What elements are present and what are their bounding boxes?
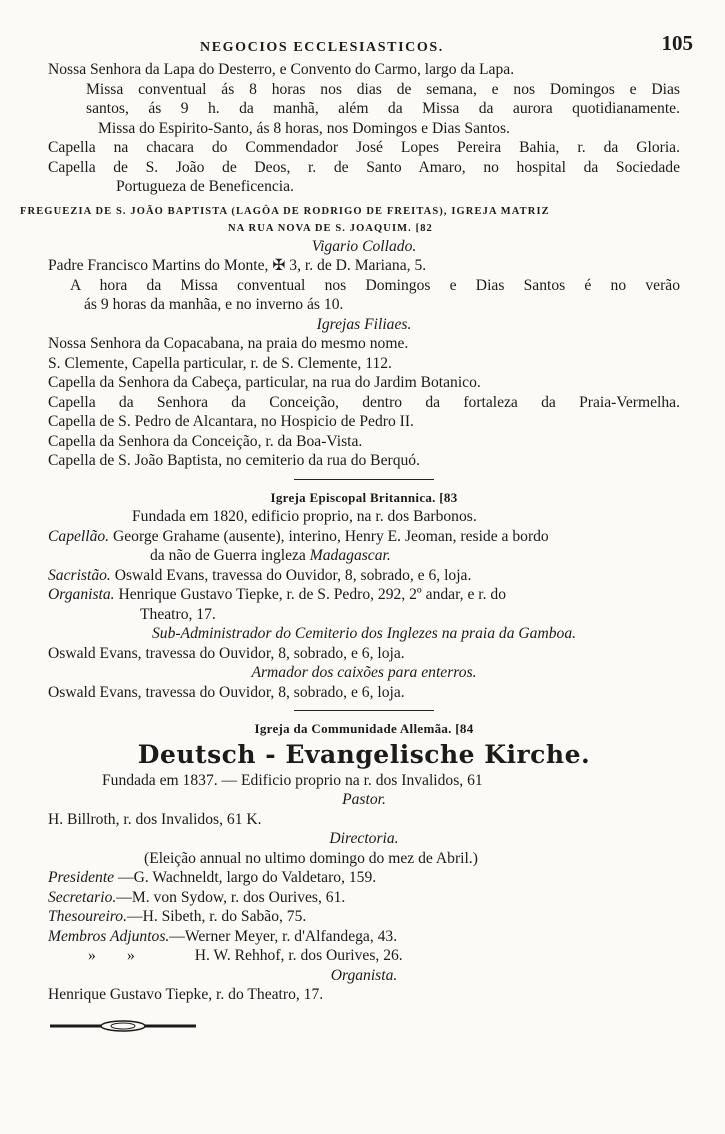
list-item: Capella de S. João Baptista, no cemiterio da rua do Berquó.	[48, 452, 420, 469]
vigario-label: Vigario Collado.	[311, 237, 417, 255]
thesoureiro-text: —H. Sibeth, r. do Sabão, 75.	[126, 908, 307, 925]
list-item: Capella de S. Pedro de Alcantara, no Hospicio de Pedro II.	[48, 413, 414, 430]
organista-text: Henrique Gustavo Tiepke, r. de S. Pedro, 292, 2º andar, e r. do	[118, 586, 506, 603]
capella-chacara-line: Capella na chacara do Commendador José Lopes Pereira Bahia, r. da Gloria.	[48, 139, 680, 156]
filiaes-list	[48, 334, 680, 471]
capellao-label: Capellão.	[48, 527, 110, 545]
missa-conventual-line: Missa conventual ás 8 horas nos dias de semana, e nos Domingos e Dias	[86, 80, 680, 98]
list-item: Capella da Senhora da Conceição, dentro da fortaleza da Praia-Vermelha.	[48, 393, 680, 411]
list-item: Capella da Senhora da Conceição, r. da Boa-Vista.	[48, 432, 363, 450]
freguezia-heading-1: FREGUEZIA DE S. JOÃO BAPTISTA (LAGÔA DE RODRIGO DE FREITAS), IGREJA MATRIZ	[20, 205, 550, 217]
armador-label: Armador dos caixões para enterros.	[251, 664, 477, 681]
secretario-label: Secretario.	[48, 888, 117, 906]
missa-hora-line-2: ás 9 horas da manhãa, e no inverno ás 10.	[84, 296, 344, 313]
pastor-label: Pastor.	[342, 791, 386, 808]
presidente-label: Presidente	[48, 869, 115, 886]
section-divider	[294, 479, 434, 480]
membros-text-1: —Werner Meyer, r. d'Alfandega, 43.	[169, 927, 398, 945]
missa-santos-line: santos, ás 9 h. da manhã, além da Missa da aurora quotidianamente.	[86, 100, 680, 117]
sacristao-text: Oswald Evans, travessa do Ouvidor, 8, sobrado, e 6, loja.	[114, 566, 472, 584]
section-divider	[294, 710, 434, 711]
page-content	[20, 60, 680, 1038]
britannica-title: Igreja Episcopal Britannica. [83	[270, 489, 458, 505]
missa-espirito-santo-line: Missa do Espirito-Santo, ás 8 horas, nos Domingos e Dias Santos.	[98, 119, 510, 137]
list-item: Nossa Senhora da Copacabana, na praia do mesmo nome.	[48, 335, 409, 352]
ditto-marks: » »	[88, 947, 135, 964]
page-number: 105	[661, 31, 693, 55]
capellao-text: George Grahame (ausente), interino, Henry E. Jeoman, reside a bordo	[112, 527, 549, 545]
britannica-fundada: Fundada em 1820, edificio proprio, na r. dos Barbonos.	[132, 508, 477, 525]
missa-hora-line-1: A hora da Missa conventual nos Domingos e Dias Santos é no verão	[70, 276, 680, 294]
igrejas-filiaes-label: Igrejas Filiaes.	[316, 315, 412, 333]
organista-label: Organista.	[48, 586, 115, 603]
pastor-text: H. Billroth, r. dos Invalidos, 61 K.	[48, 810, 262, 828]
lapa-line: Nossa Senhora da Lapa do Desterro, e Convento do Carmo, largo da Lapa.	[48, 61, 515, 78]
presidente-text: —G. Wachneldt, largo do Valdetaro, 159.	[118, 869, 377, 886]
portugueza-line: Portugueza de Beneficencia.	[116, 178, 294, 195]
subadm-label: Sub-Administrador do Cemiterio dos Inglezes na praia da Gamboa.	[151, 625, 577, 642]
membros-label: Membros Adjuntos.	[48, 927, 170, 945]
directoria-label: Directoria.	[329, 830, 399, 847]
german-title: Deutsch - Evangelische Kirche.	[137, 739, 591, 769]
freguezia-heading-2: NA RUA NOVA DE S. JOAQUIM. [82	[228, 222, 433, 234]
allema-organista-label: Organista.	[330, 966, 398, 984]
vigario-line: Padre Francisco Martins do Monte, ✠ 3, r. de D. Mariana, 5.	[48, 257, 427, 274]
list-item: S. Clemente, Capella particular, r. de S. Clemente, 112.	[48, 354, 392, 372]
page-header	[0, 31, 725, 60]
allema-title: Igreja da Communidade Allemãa. [84	[254, 721, 474, 736]
sacristao-label: Sacristão.	[48, 566, 111, 584]
capellao-text-2: da não de Guerra ingleza	[150, 547, 306, 564]
running-title: NEGOCIOS ECCLESIASTICOS.	[200, 40, 444, 55]
list-item: Capella da Senhora da Cabeça, particular, na rua do Jardim Botanico.	[48, 374, 481, 391]
thesoureiro-label: Thesoureiro.	[48, 908, 127, 925]
ornament-divider	[48, 1019, 198, 1033]
allema-fundada: Fundada em 1837. — Edificio proprio na r. dos Invalidos, 61	[102, 771, 483, 789]
ship-name: Madagascar.	[309, 547, 391, 564]
secretario-text: —M. von Sydow, r. dos Ourives, 61.	[116, 888, 346, 906]
subadm-text: Oswald Evans, travessa do Ouvidor, 8, sobrado, e 6, loja.	[48, 644, 405, 662]
allema-organista-text: Henrique Gustavo Tiepke, r. do Theatro, 17.	[48, 986, 324, 1003]
organista-text-2: Theatro, 17.	[140, 605, 216, 623]
eleicao-text: (Eleição annual no ultimo domingo do mez de Abril.)	[144, 849, 478, 867]
membros-text-2: H. W. Rehhof, r. dos Ourives, 26.	[194, 947, 403, 964]
capella-sjoao-deos-line: Capella de S. João de Deos, r. de Santo Amaro, no hospital da Sociedade	[48, 158, 680, 176]
armador-text: Oswald Evans, travessa do Ouvidor, 8, sobrado, e 6, loja.	[48, 683, 405, 701]
